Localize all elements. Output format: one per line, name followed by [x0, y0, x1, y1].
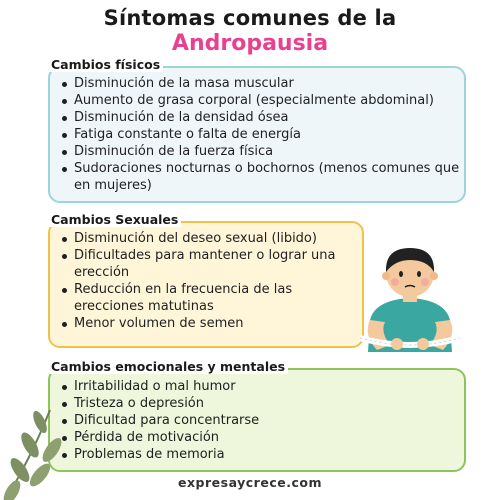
section-physical-heading: Cambios físicos	[48, 57, 163, 72]
title-line-2: Andropausia	[171, 31, 329, 56]
list-item: Disminución de la densidad ósea	[60, 109, 460, 126]
list-item: Sudoraciones nocturnas o bochornos (menos comunes que en mujeres)	[60, 160, 460, 194]
list-item: Irritabilidad o mal humor	[60, 378, 460, 395]
list-item: Dificultad para concentrarse	[60, 412, 460, 429]
list-item: Disminución de la fuerza física	[60, 143, 460, 160]
section-physical-list	[60, 75, 460, 194]
list-item: Reducción en la frecuencia de las erecciones matutinas	[60, 281, 350, 315]
section-sexual-heading: Cambios Sexuales	[48, 212, 181, 227]
title-line-1: Síntomas comunes de la	[103, 6, 397, 30]
list-item: Tristeza o depresión	[60, 395, 460, 412]
list-item: Fatiga constante o falta de energía	[60, 126, 460, 143]
list-item: Pérdida de motivación	[60, 429, 460, 446]
list-item: Disminución del deseo sexual (libido)	[60, 230, 350, 247]
section-emotional-list	[60, 378, 460, 463]
list-item: Problemas de memoria	[60, 446, 460, 463]
section-emotional-heading: Cambios emocionales y mentales	[48, 359, 288, 374]
list-item: Aumento de grasa corporal (especialmente abdominal)	[60, 92, 460, 109]
list-item: Disminución de la masa muscular	[60, 75, 460, 92]
section-sexual-list	[60, 230, 350, 332]
footer-website[interactable]: expresaycrece.com	[178, 475, 322, 490]
man-measuring-waist-illustration	[355, 240, 465, 360]
list-item: Dificultades para mantener o lograr una erección	[60, 247, 350, 281]
list-item: Menor volumen de semen	[60, 315, 350, 332]
